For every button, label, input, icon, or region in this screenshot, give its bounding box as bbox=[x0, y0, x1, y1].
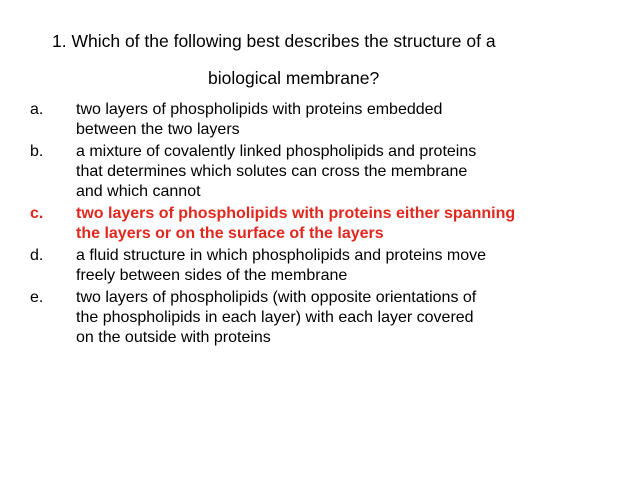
answer-options bbox=[30, 100, 630, 350]
option-c-correct bbox=[30, 204, 630, 244]
option-letter: b. bbox=[30, 143, 44, 160]
option-d bbox=[30, 246, 630, 286]
option-text: a fluid structure in which phospholipids and proteins move freely between sides of the membrane bbox=[76, 247, 487, 284]
option-a bbox=[30, 100, 630, 140]
question-text: 1. Which of the following best describes the structure of a bbox=[52, 31, 496, 51]
option-b bbox=[30, 142, 630, 202]
option-text: a mixture of covalently linked phospholipids and proteins that determines which solutes can cross the membrane and which cannot bbox=[76, 143, 477, 200]
option-letter: d. bbox=[30, 247, 44, 264]
option-text: two layers of phospholipids (with opposite orientations of the phospholipids in each layer) with each layer covered on the outside with proteins bbox=[76, 289, 477, 346]
option-e bbox=[30, 288, 630, 348]
option-letter: c. bbox=[30, 205, 44, 222]
option-text: two layers of phospholipids with proteins embedded between the two layers bbox=[76, 101, 443, 138]
option-letter: a. bbox=[30, 101, 44, 118]
question-text-continued: biological membrane? bbox=[208, 68, 380, 88]
option-letter: e. bbox=[30, 289, 44, 306]
option-text: two layers of phospholipids with proteins either spanning the layers or on the surface of the layers bbox=[76, 205, 516, 242]
